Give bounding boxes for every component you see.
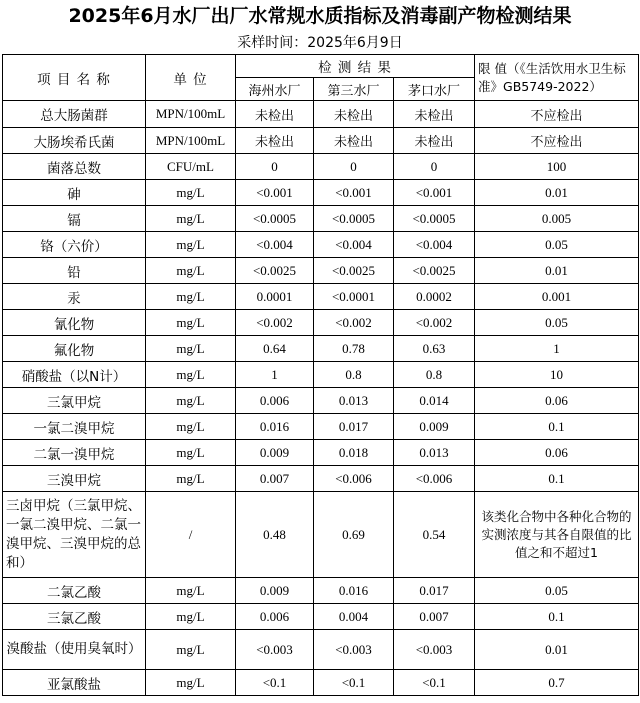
limit-cell: 0.06 [475,440,639,466]
haizhou-value-cell: <0.004 [236,232,314,258]
maokou-value-cell: <0.002 [394,310,475,336]
unit-cell: mg/L [146,578,236,604]
third-plant-value-cell: <0.002 [314,310,394,336]
unit-cell: mg/L [146,414,236,440]
table-row [3,310,639,336]
item-name-cell: 三溴甲烷 [3,466,146,492]
haizhou-value-cell: <0.003 [236,630,314,670]
item-name-cell: 三卤甲烷（三氯甲烷、一氯二溴甲烷、二氯一溴甲烷、三溴甲烷的总和） [3,492,146,578]
unit-cell: mg/L [146,604,236,630]
maokou-value-cell: 0.014 [394,388,475,414]
limit-cell: 0.01 [475,258,639,284]
unit-cell: mg/L [146,670,236,696]
limit-cell: 该类化合物中各种化合物的实测浓度与其各自限值的比值之和不超过1 [475,492,639,578]
haizhou-value-cell: 0 [236,154,314,180]
third-plant-value-cell: 0.013 [314,388,394,414]
item-name-cell: 二氯乙酸 [3,578,146,604]
table-row [3,630,639,670]
haizhou-value-cell: <0.0005 [236,206,314,232]
third-plant-value-cell: <0.003 [314,630,394,670]
limit-cell: 0.06 [475,388,639,414]
third-plant-value-cell: <0.0001 [314,284,394,310]
table-row [3,466,639,492]
third-plant-value-cell: <0.004 [314,232,394,258]
haizhou-value-cell: 未检出 [236,101,314,128]
item-name-cell: 砷 [3,180,146,206]
haizhou-value-cell: 0.016 [236,414,314,440]
table-row [3,232,639,258]
third-plant-value-cell: <0.006 [314,466,394,492]
limit-cell: 0.01 [475,630,639,670]
table-row [3,670,639,696]
header-limit: 限 值（《生活饮用水卫生标准》GB5749-2022） [475,55,639,101]
third-plant-value-cell: <0.001 [314,180,394,206]
third-plant-value-cell: 未检出 [314,101,394,128]
haizhou-value-cell: 0.009 [236,578,314,604]
limit-cell: 1 [475,336,639,362]
header-results: 检 测 结 果 [236,55,475,78]
item-name-cell: 一氯二溴甲烷 [3,414,146,440]
unit-cell: MPN/100mL [146,101,236,128]
item-name-cell: 铅 [3,258,146,284]
haizhou-value-cell: <0.002 [236,310,314,336]
maokou-value-cell: 未检出 [394,128,475,154]
maokou-value-cell: 未检出 [394,101,475,128]
unit-cell: mg/L [146,336,236,362]
limit-cell: 不应检出 [475,101,639,128]
maokou-value-cell: 0.63 [394,336,475,362]
haizhou-value-cell: <0.1 [236,670,314,696]
unit-cell: mg/L [146,362,236,388]
third-plant-value-cell: 0.78 [314,336,394,362]
header-plant-haizhou: 海州水厂 [236,78,314,101]
haizhou-value-cell: 0.0001 [236,284,314,310]
haizhou-value-cell: 0.009 [236,440,314,466]
table-row [3,258,639,284]
unit-cell: CFU/mL [146,154,236,180]
unit-cell: mg/L [146,206,236,232]
unit-cell: mg/L [146,466,236,492]
unit-cell: mg/L [146,310,236,336]
item-name-cell: 亚氯酸盐 [3,670,146,696]
item-name-cell: 硝酸盐（以N计） [3,362,146,388]
third-plant-value-cell: 0.016 [314,578,394,604]
limit-cell: 0.01 [475,180,639,206]
maokou-value-cell: 0.54 [394,492,475,578]
table-row [3,284,639,310]
maokou-value-cell: <0.003 [394,630,475,670]
item-name-cell: 三氯乙酸 [3,604,146,630]
maokou-value-cell: <0.001 [394,180,475,206]
item-name-cell: 总大肠菌群 [3,101,146,128]
maokou-value-cell: 0 [394,154,475,180]
table-row [3,180,639,206]
unit-cell: mg/L [146,284,236,310]
item-name-cell: 镉 [3,206,146,232]
table-row [3,101,639,128]
haizhou-value-cell: 0.007 [236,466,314,492]
limit-cell: 10 [475,362,639,388]
item-name-cell: 二氯一溴甲烷 [3,440,146,466]
limit-cell: 不应检出 [475,128,639,154]
maokou-value-cell: <0.0025 [394,258,475,284]
maokou-value-cell: 0.007 [394,604,475,630]
third-plant-value-cell: 0 [314,154,394,180]
table-row [3,492,639,578]
unit-cell: mg/L [146,388,236,414]
table-row [3,336,639,362]
item-name-cell: 氟化物 [3,336,146,362]
third-plant-value-cell: 0.004 [314,604,394,630]
table-row [3,414,639,440]
maokou-value-cell: 0.8 [394,362,475,388]
maokou-value-cell: <0.006 [394,466,475,492]
unit-cell: mg/L [146,630,236,670]
third-plant-value-cell: 0.69 [314,492,394,578]
header-plant-maokou: 茅口水厂 [394,78,475,101]
table-row [3,154,639,180]
haizhou-value-cell: <0.001 [236,180,314,206]
haizhou-value-cell: 0.64 [236,336,314,362]
header-unit: 单 位 [146,55,236,101]
maokou-value-cell: 0.013 [394,440,475,466]
haizhou-value-cell: 0.48 [236,492,314,578]
maokou-value-cell: 0.0002 [394,284,475,310]
limit-cell: 0.001 [475,284,639,310]
unit-cell: MPN/100mL [146,128,236,154]
table-row [3,388,639,414]
unit-cell: mg/L [146,258,236,284]
haizhou-value-cell: 0.006 [236,388,314,414]
item-name-cell: 大肠埃希氏菌 [3,128,146,154]
third-plant-value-cell: <0.0025 [314,258,394,284]
unit-cell: mg/L [146,180,236,206]
third-plant-value-cell: 0.8 [314,362,394,388]
haizhou-value-cell: 未检出 [236,128,314,154]
item-name-cell: 三氯甲烷 [3,388,146,414]
maokou-value-cell: <0.004 [394,232,475,258]
limit-cell: 0.1 [475,604,639,630]
unit-cell: mg/L [146,232,236,258]
limit-cell: 0.1 [475,414,639,440]
unit-cell: / [146,492,236,578]
header-row [3,55,639,78]
maokou-value-cell: <0.1 [394,670,475,696]
sampling-date: 采样时间：2025年6月9日 [237,35,403,51]
limit-cell: 0.1 [475,466,639,492]
limit-cell: 100 [475,154,639,180]
water-quality-table [2,54,639,696]
maokou-value-cell: 0.017 [394,578,475,604]
third-plant-value-cell: 0.018 [314,440,394,466]
header-item: 项 目 名 称 [3,55,146,101]
item-name-cell: 铬（六价） [3,232,146,258]
table-row [3,128,639,154]
unit-cell: mg/L [146,440,236,466]
table-row [3,440,639,466]
limit-cell: 0.05 [475,232,639,258]
third-plant-value-cell: <0.0005 [314,206,394,232]
limit-cell: 0.05 [475,578,639,604]
limit-cell: 0.7 [475,670,639,696]
third-plant-value-cell: 未检出 [314,128,394,154]
item-name-cell: 氰化物 [3,310,146,336]
third-plant-value-cell: 0.017 [314,414,394,440]
limit-cell: 0.05 [475,310,639,336]
maokou-value-cell: <0.0005 [394,206,475,232]
table-row [3,362,639,388]
maokou-value-cell: 0.009 [394,414,475,440]
table-row [3,604,639,630]
haizhou-value-cell: <0.0025 [236,258,314,284]
third-plant-value-cell: <0.1 [314,670,394,696]
haizhou-value-cell: 1 [236,362,314,388]
haizhou-value-cell: 0.006 [236,604,314,630]
table-row [3,206,639,232]
table-row [3,578,639,604]
item-name-cell: 溴酸盐（使用臭氧时） [3,630,146,670]
header-plant-third: 第三水厂 [314,78,394,101]
item-name-cell: 菌落总数 [3,154,146,180]
document-title: 2025年6月水厂出厂水常规水质指标及消毒副产物检测结果 [68,5,572,27]
item-name-cell: 汞 [3,284,146,310]
limit-cell: 0.005 [475,206,639,232]
